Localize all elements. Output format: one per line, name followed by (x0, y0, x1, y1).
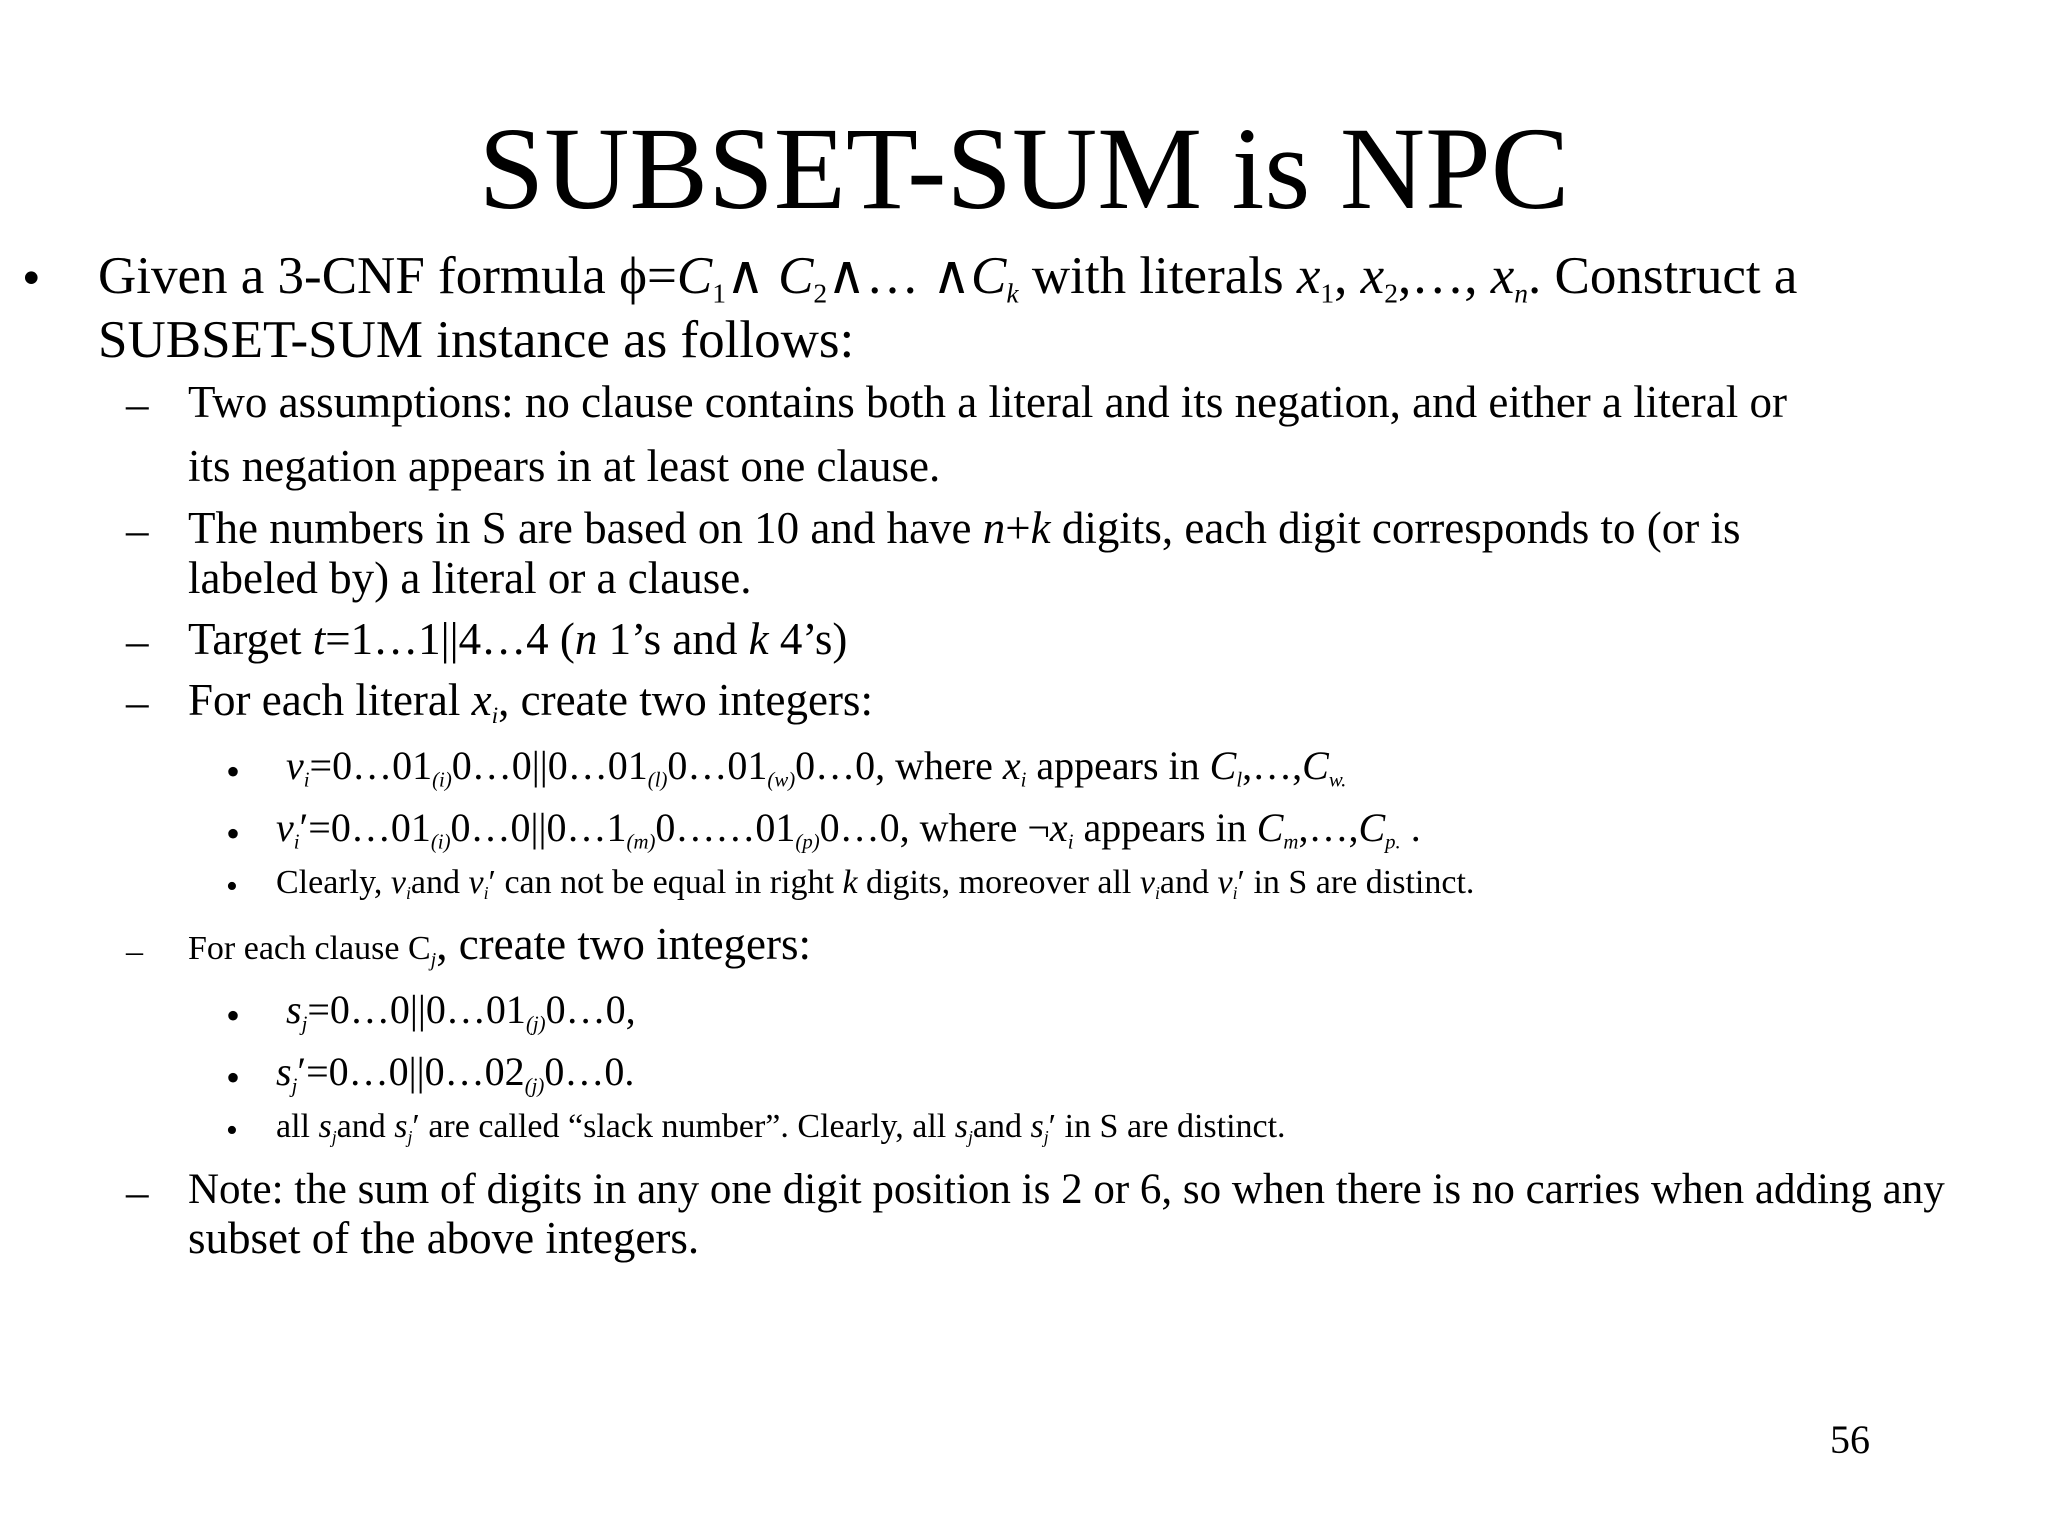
vi-definition: $v_i=0\dots 01_{(i)}0\dots 0||0\dots 01_{(l)}0\dots 01_{(w)}0\dots 0$, where $x_i$ appears in $C_l,\dots,C_{w.}$ (286, 743, 1347, 792)
note-line-2: subset of the above integers. (188, 1213, 700, 1263)
numbers-line-1: The numbers in S are based on 10 and have n+k digits, each digit corresponds to (or is (188, 503, 1741, 553)
bullet-dot-small: • (226, 868, 238, 905)
bullet-dot-small: • (226, 993, 241, 1038)
bullet-dash: – (126, 379, 149, 429)
sj-definition: $s_j=0\dots 0||0\dots 01_{(j)}0\dots 0$, (286, 987, 636, 1036)
given-formula-line-2: SUBSET-SUM instance as follows: (98, 311, 855, 369)
sj-prime-definition: $s_j'=0\dots 0||0\dots 02_{(j)}0\dots 0$. (276, 1049, 635, 1098)
vi-prime-definition: $v_i'=0\dots 01_{(i)}0\dots 0||0\dots 1_{(m)}0\dots\dots 01_{(p)}0\dots 0$, where $\neg x_i$ appears in $C_m,\dots,C_{p.}$ . (276, 805, 1421, 854)
bullet-dash: – (126, 505, 149, 555)
assumptions-line-2: its negation appears in at least one clause. (188, 441, 941, 491)
note-line-1: Note: the sum of digits in any one digit position is 2 or 6, so when there is no carries when adding any (188, 1166, 1945, 1213)
clearly-distinct-note: Clearly, $v_iand$ $v_i'$ can not be equal in right k digits, moreover all $v_iand$ $v_i'$ in S are distinct. (276, 864, 1475, 904)
slide-title: SUBSET-SUM is NPC (478, 103, 1570, 234)
bullet-dot-small: • (226, 749, 241, 794)
bullet-dash: – (126, 677, 149, 727)
bullet-dot-small: • (226, 1112, 238, 1149)
target-line: Target t=1…1||4…4 (n 1’s and k 4’s) (188, 614, 848, 664)
slack-number-note: all $s_jand$ $s_j'$ are called “slack number”. Clearly, all $s_jand$ $s_j'$ in S are distinct. (276, 1108, 1286, 1148)
page-number: 56 (1830, 1417, 1870, 1462)
bullet-dot-small: • (226, 811, 241, 856)
bullet-dash: – (126, 933, 143, 970)
bullet-dash: – (126, 616, 149, 666)
foreach-literal-line: For each literal $x_i$, create two integers: (188, 675, 873, 730)
bullet-dot-small: • (226, 1055, 241, 1100)
foreach-clause-line: For each clause Cj, create two integers: (188, 919, 812, 971)
bullet-dash: – (126, 1167, 149, 1217)
numbers-line-2: labeled by) a literal or a clause. (188, 553, 752, 603)
assumptions-line-1: Two assumptions: no clause contains both a literal and its negation, and either a literal or (188, 377, 1787, 427)
given-formula-line-1: Given a 3-CNF formula ϕ=C1∧ C2∧… $\wedge C_k$ with literals x1, x2,…, $x_n$. Construct a (98, 247, 1798, 309)
bullet-dot: • (22, 249, 41, 307)
